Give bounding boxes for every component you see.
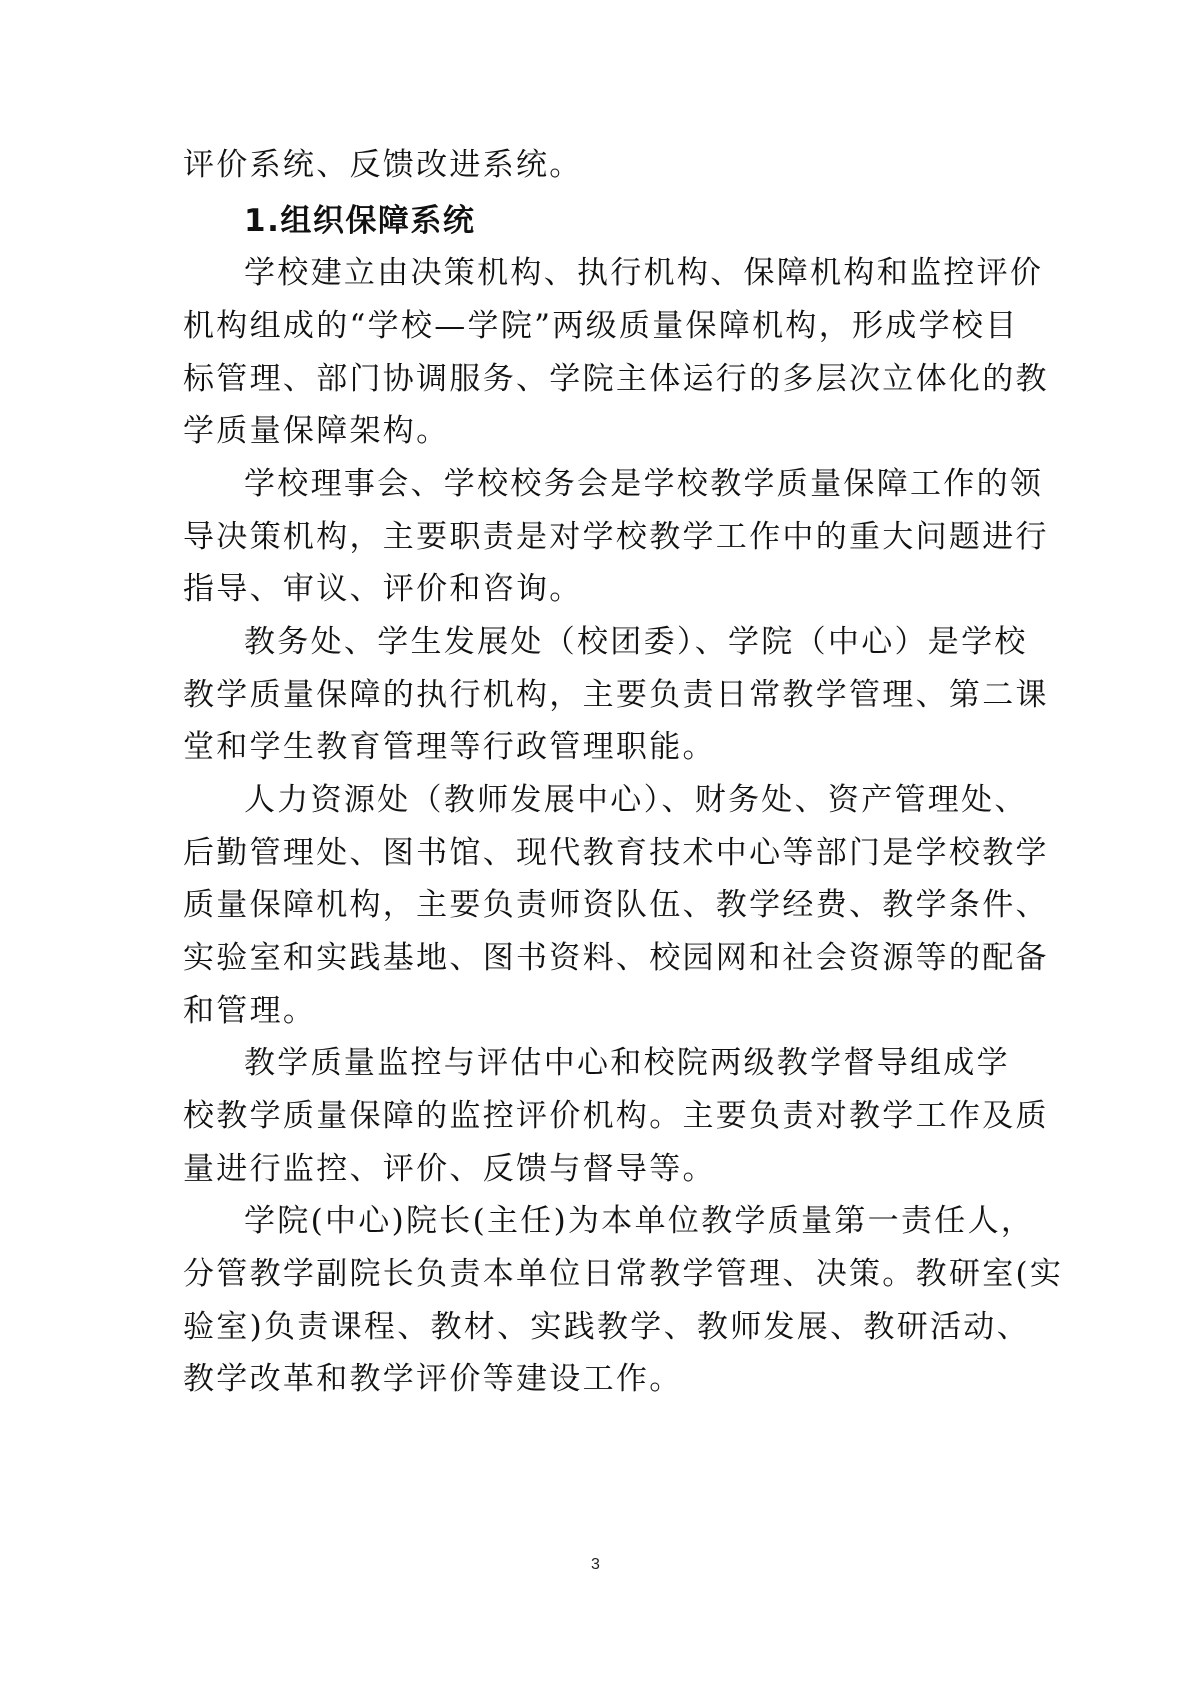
text-line: 教学质量保障的执行机构，主要负责日常教学管理、第二课 [183,677,1049,713]
text-line: 学质量保障架构。 [183,413,450,449]
text-line: 质量保障机构，主要负责师资队伍、教学经费、教学条件、 [183,887,1049,923]
paragraph-first-line: 教务处、学生发展处（校团委）、学院（中心）是学校 [244,624,1028,660]
text-line: 实验室和实践基地、图书资料、校园网和社会资源等的配备 [183,940,1049,976]
text-line: 指导、审议、评价和咨询。 [183,571,583,607]
text-line: 验室)负责课程、教材、实践教学、教师发展、教研活动、 [183,1309,1030,1345]
text-line: 堂和学生教育管理等行政管理职能。 [183,729,716,765]
text-line: 校教学质量保障的监控评价机构。主要负责对教学工作及质 [183,1098,1049,1134]
text-line: 分管教学副院长负责本单位日常教学管理、决策。教研室(实 [183,1256,1064,1292]
text-line: 后勤管理处、图书馆、现代教育技术中心等部门是学校教学 [183,835,1049,871]
paragraph-first-line: 学校建立由决策机构、执行机构、保障机构和监控评价 [244,255,1044,291]
text-line: 评价系统、反馈改进系统。 [183,147,583,183]
text-line: 教学改革和教学评价等建设工作。 [183,1361,683,1397]
paragraph-first-line: 学校理事会、学校校务会是学校教学质量保障工作的领 [244,466,1044,502]
section-heading: 1.组织保障系统 [244,203,476,239]
text-line: 导决策机构，主要职责是对学校教学工作中的重大问题进行 [183,519,1049,555]
text-line: 和管理。 [183,993,317,1029]
text-line: 机构组成的“学校—学院”两级质量保障机构，形成学校目 [183,308,1019,344]
page-number: 3 [591,1556,600,1573]
paragraph-first-line: 人力资源处（教师发展中心）、财务处、资产管理处、 [244,782,1028,818]
text-line: 标管理、部门协调服务、学院主体运行的多层次立体化的教 [183,361,1049,397]
paragraph-first-line: 教学质量监控与评估中心和校院两级教学督导组成学 [244,1045,1010,1081]
paragraph-first-line: 学院(中心)院长(主任)为本单位教学质量第一责任人， [244,1203,1035,1239]
text-line: 量进行监控、评价、反馈与督导等。 [183,1151,716,1187]
